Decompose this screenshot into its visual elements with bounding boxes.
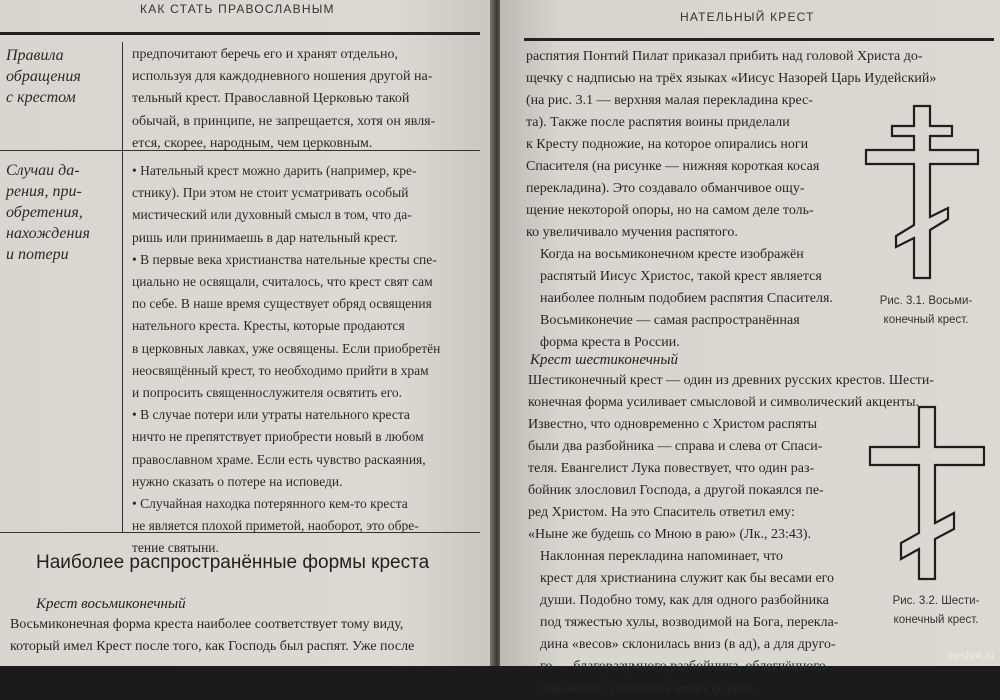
eight-pointed-cross-icon (864, 104, 980, 280)
figure-1-caption: Рис. 3.1. Восьми- конечный крест. (879, 295, 973, 326)
left-header-rule (0, 32, 480, 35)
right-para-4: Шестиконечный крест — один из древних русских крестов. Шести- конечная форма усиливает смысловой и символический акценты. Известно, что одновременно с Христом распяты были два разбойника — справа и слева от Спаси- теля. Евангелист Лука повествует, что один раз- бойник злословил Господа, а другой покаялся пе- ред Христом. На это Спаситель ответил ему: «Ныне же будешь со Мною в раю» (Лк., 23:43). (528, 373, 935, 542)
six-pointed-cross-icon (868, 405, 986, 581)
right-para-1: распятия Понтий Пилат приказал прибить над головой Христа до- щечку с надписью на трёх языках «Иисус Назорей Царь Иудейский» (на рис. 3.1 — верхняя малая перекладина крес- та). Также после распятия воины приделали к Кресту подножие, на которое опирались ноги Спасителя (на рисунке — нижняя короткая косая перекладина). Это создавало обманчивое ощу- щение некоторой опоры, но на самом деле толь- ко увеличивало мучения распятого. (526, 49, 937, 240)
right-running-head: НАТЕЛЬНЫЙ КРЕСТ (680, 10, 815, 24)
subheading-eight-pointed: Крест восьмиконечный (36, 596, 186, 612)
row-text-handling: предпочитают беречь его и хранят отдельно, используя для каждодневного ношения другой на- тельный крест. Православной Церковью такой обычай, в принципе, не запрещается, хотя он явля- ется, скорее, народным, чем церковным. (132, 47, 436, 151)
watermark: meshok.ru (947, 651, 994, 662)
section-heading: Наиболее распространённые формы креста (36, 552, 430, 573)
right-header-rule (524, 38, 994, 41)
right-para-5: Наклонная перекладина напоминает, что крест для христианина служит как бы весами его души. Подобно тому, как для одного разбойника под тяжестью хулы, возводимой на Бога, перекла- дина «весов» склонилась вниз (в ад), а для друго- го — благоразумного разбойника, облегчённого покаянием, поднялась вверх (в рай). (540, 549, 839, 696)
right-para-3: Восьмиконечие — самая распространённая форма креста в России. (540, 313, 800, 350)
subheading-six-pointed: Крест шестиконечный (530, 352, 679, 368)
figure-2-caption: Рис. 3.2. Шести- конечный крест. (892, 595, 980, 626)
row-text-gifting: • Нательный крест можно дарить (например, кре- стнику). При этом не стоит усматривать особый мистический или духовный смысл в том, что да- ришь или принимаешь в дар нательный крест. • В первые века христианства нательные кресты спе- циально не освящали, считалось, что крест свят сам по себе. В наше время существует обряд освящения нательного креста. Кресты, которые продаются в церковных лавках, уже освящены. Если приобретён неосвящённый крест, то необходимо прийти в храм и попросить священнослужителя освятить его. • В случае потери или утраты нательного креста ничто не препятствует приобрести новый в любом православном храме. Если есть чувство раскаяния, нужно сказать о потере на исповеди. • Случайная находка потерянного кем-то креста не является плохой приметой, наоборот, это обре- тение святыни. (132, 163, 441, 556)
row-label-gifting: Случаи да- рения, при- обретения, нахождения и потери (6, 162, 90, 263)
right-para-2: Когда на восьмиконечном кресте изображён распятый Иисус Христос, такой крест является наиболее полным подобием распятия Спасителя. (540, 247, 833, 306)
table-column-divider (122, 42, 123, 532)
right-page (500, 0, 1000, 696)
left-page (0, 0, 494, 666)
left-running-head: КАК СТАТЬ ПРАВОСЛАВНЫМ (140, 2, 335, 16)
row-label-handling: Правила обращения с крестом (6, 47, 81, 106)
left-body-text: Восьмиконечная форма креста наиболее соответствует тому виду, который имел Крест после того, как Господь был распят. Уже после (10, 617, 415, 654)
